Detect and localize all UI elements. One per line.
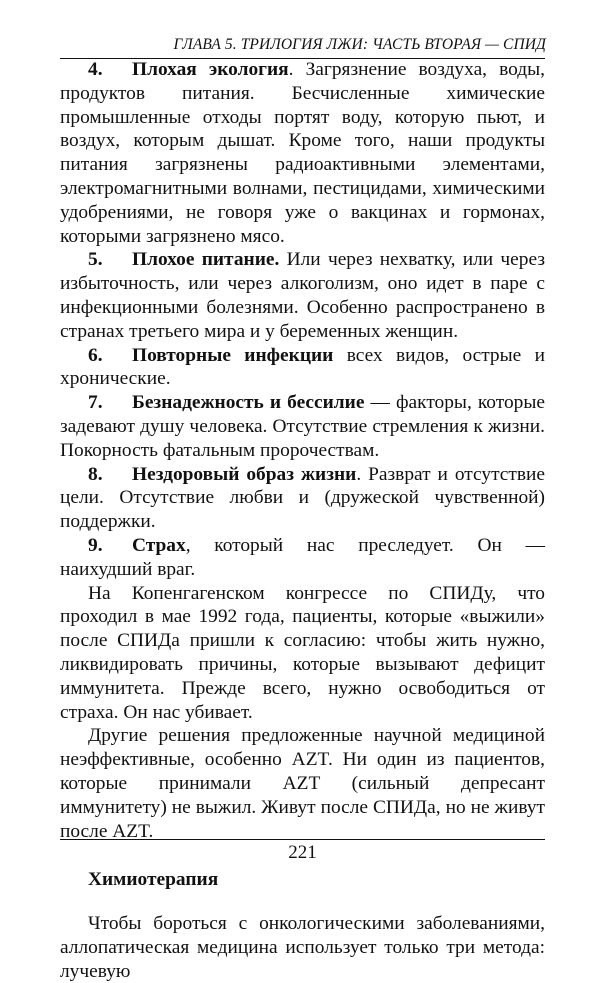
list-item (60, 58, 545, 248)
item-term: Повторные инфекции (132, 344, 334, 366)
item-text: — факторы, которые задевают душу человека. Отсутствие стремления к жизни. Покорность фатальным пророчествам. (60, 392, 545, 461)
item-text: всех видов, острые и хронические. (60, 344, 545, 390)
item-text: Или через нехватку, или через избыточность, или через алкоголизм, оно идет в паре с инфекционными болезнями. Особенно распространено в странах третьего мира и у беременных женщин. (60, 249, 545, 342)
body-paragraph: На Копенгагенском конгрессе по СПИДу, что проходил в мае 1992 года, пациенты, которые «выжили» после СПИДа пришли к согласию: чтобы жить нужно, ликвидировать причины, которые вызывают дефицит иммунитета. Прежде всего, нужно освободиться от страха. Он нас убивает. (60, 582, 545, 723)
section-paragraph: Чтобы бороться с онкологическими заболеваниями, аллопатическая медицина использует только три метода: лучевую (60, 913, 545, 982)
item-term: Безнадежность и бессилие (132, 392, 365, 414)
body-paragraph: Другие решения предложенные научной медициной неэффективные, особенно AZT. Ни один из пациентов, которые принимали AZT (сильный депресант иммунитету) не выжил. Живут после СПИДа, но не живут после AZT. (60, 725, 545, 842)
item-number: 9. (88, 534, 103, 556)
item-number: 5. (88, 249, 103, 271)
item-number: 4. (88, 59, 103, 80)
list-item (60, 463, 545, 534)
item-term: Плохое питание. (132, 249, 280, 271)
item-number: 7. (88, 392, 103, 414)
item-number: 6. (88, 344, 103, 366)
item-text: , который нас преследует. Он — наихудший враг. (60, 534, 545, 580)
item-text: . Загрязнение воздуха, воды, продуктов питания. Бесчисленные химические промышленные отходы портят воду, которую пьют, и воздух, которым дышат. Кроме того, наши продукты питания загрязнены радиоактивными элементами, электромагнитными волнами, пестицидами, химическими удобрениями, не говоря уже о вакцинах и гормонах, которыми загрязнено мясо. (60, 59, 545, 247)
item-term: Плохая экология (132, 59, 289, 80)
list-item (60, 534, 545, 582)
list-item (60, 344, 545, 392)
list-item (60, 248, 545, 343)
running-head: ГЛАВА 5. ТРИЛОГИЯ ЛЖИ: ЧАСТЬ ВТОРАЯ — СПИД (173, 36, 546, 53)
list-item (60, 391, 545, 462)
item-term: Страх (132, 534, 186, 556)
item-number: 8. (88, 463, 103, 485)
page-number: 221 (288, 842, 317, 863)
footer-rule (60, 839, 545, 840)
item-term: Нездоровый образ жизни (132, 463, 357, 485)
item-text: . Разврат и отсутствие цели. Отсутствие любви и (дружеской чувственной) поддержки. (60, 463, 545, 533)
section-heading: Химиотерапия (88, 869, 219, 891)
